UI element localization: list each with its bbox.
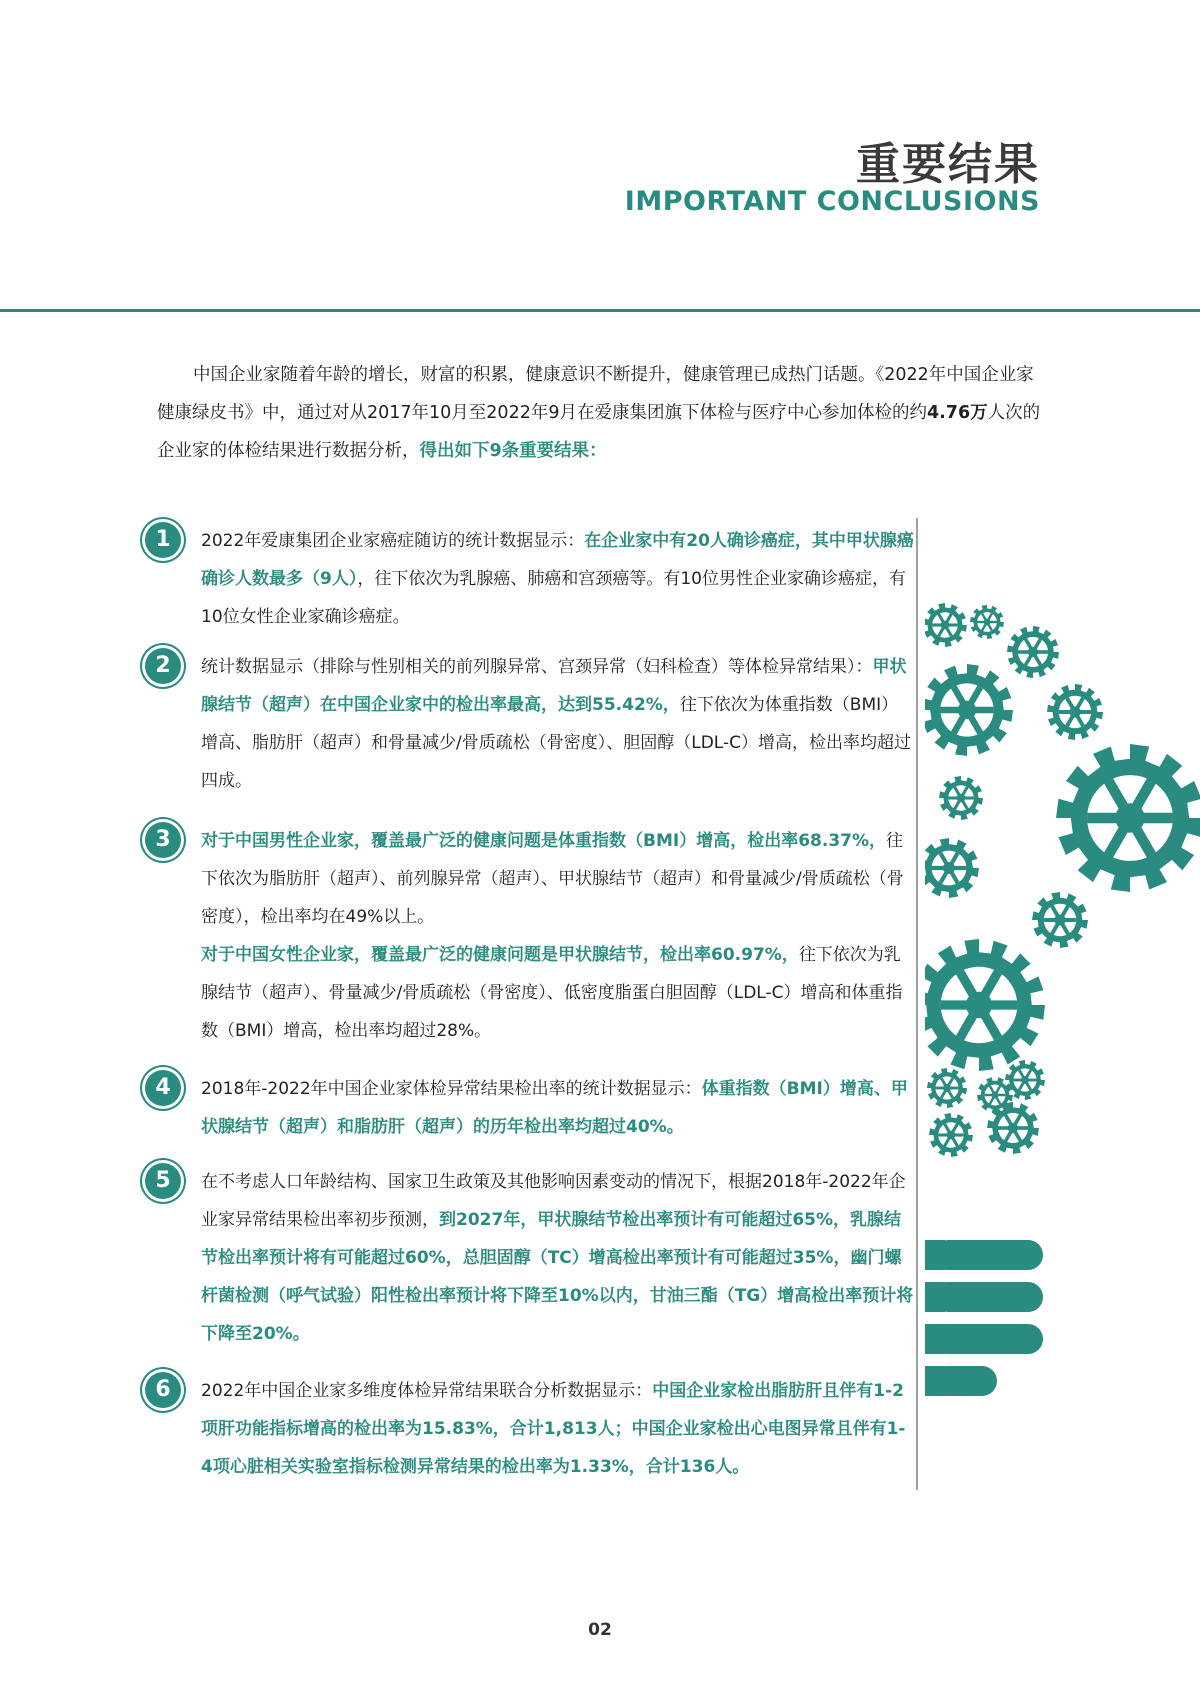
highlight-text: 对于中国男性企业家，覆盖最广泛的健康问题是体重指数（BMI）增高，检出率68.37%， [201,831,887,851]
highlight-text: 甲状腺结节（超声）在中国企业家中的检出率最高，达到55.42%， [201,657,907,715]
number-badge: 1 [145,522,181,558]
body-text: 往下依次为体重指数（BMI）增高、脂肪肝（超声）和骨量减少/骨质疏松（骨密度）、胆固醇（LDL-C）增高，检出率均超过四成。 [201,695,911,791]
body-text: ，往下依次为乳腺癌、肺癌和宫颈癌等。有10位男性企业家确诊癌症，有10位女性企业家确诊癌症。 [201,569,906,627]
number-badge: 2 [145,648,181,684]
vertical-divider [916,518,918,1490]
page-number: 02 [588,1620,612,1640]
body-text: 2018年-2022年中国企业家体检异常结果检出率的统计数据显示： [201,1079,702,1099]
intro-paragraph [157,356,1047,470]
highlight-text: 体重指数（BMI）增高、甲状腺结节（超声）和脂肪肝（超声）的历年检出率均超过40%。 [201,1079,908,1137]
intro-text-2: 人次的企业家的体检结果进行数据分析， [157,403,1041,461]
body-text: 在不考虑人口年龄结构、国家卫生政策及其他影响因素变动的情况下，根据2018年-2022年企业家异常结果检出率初步预测， [201,1172,906,1230]
page-title: 重要结果 [856,139,1040,190]
highlight-text: 在企业家中有20人确诊癌症，其中甲状腺癌确诊人数最多（9人） [201,531,914,589]
body-text: 往下依次为脂肪肝（超声）、前列腺异常（超声）、甲状腺结节（超声）和骨量减少/骨质疏松（骨密度），检出率均在49%以上。 [201,831,904,927]
conclusion-text [201,822,914,1050]
intro-highlight: 得出如下9条重要结果： [419,441,607,461]
intro-bold-figure: 4.76万 [926,403,988,423]
conclusion-text [201,522,914,636]
conclusion-text [201,648,914,800]
page-subtitle: IMPORTANT CONCLUSIONS [624,186,1040,217]
body-text: 往下依次为乳腺结节（超声）、骨量减少/骨质疏松（骨密度）、低密度脂蛋白胆固醇（LDL-C）增高和体重指数（BMI）增高，检出率均超过28%。 [201,945,903,1041]
conclusion-text [201,1163,914,1353]
body-text: 统计数据显示（排除与性别相关的前列腺异常、宫颈异常（妇科检查）等体检异常结果）： [201,657,873,677]
header-divider [0,309,1200,312]
highlight-text: 中国企业家检出脂肪肝且伴有1-2项肝功能指标增高的检出率为15.83%，合计1,813人；中国企业家检出心电图异常且伴有1-4项心脏相关实验室指标检测异常结果的检出率为1.33%，合计136人。 [201,1381,906,1477]
highlight-text: 到2027年，甲状腺结节检出率预计有可能超过65%，乳腺结节检出率预计将有可能超过60%，总胆固醇（TC）增高检出率预计有可能超过35%，幽门螺杆菌检测（呼气试验）阳性检出率预计将下降至10%以内，甘油三酯（TG）增高检出率预计将下降至20%。 [201,1210,914,1344]
conclusion-text-female [201,936,914,1050]
body-text: 2022年爱康集团企业家癌症随访的统计数据显示： [201,531,585,551]
highlight-text: 对于中国女性企业家，覆盖最广泛的健康问题是甲状腺结节，检出率60.97%， [201,945,799,965]
number-badge: 6 [145,1372,181,1408]
number-badge: 5 [145,1163,181,1199]
conclusion-text [201,1372,914,1486]
gears-icon [925,600,1200,1450]
intro-text-1: 中国企业家随着年龄的增长，财富的积累，健康意识不断提升，健康管理已成热门话题。《2022年中国企业家健康绿皮书》中，通过对从2017年10月至2022年9月在爱康集团旗下体检与医疗中心参加体检的约 [157,365,1034,423]
body-text: 2022年中国企业家多维度体检异常结果联合分析数据显示： [201,1381,653,1401]
number-badge: 3 [145,822,181,858]
number-badge: 4 [145,1070,181,1106]
conclusion-text [201,1070,914,1146]
